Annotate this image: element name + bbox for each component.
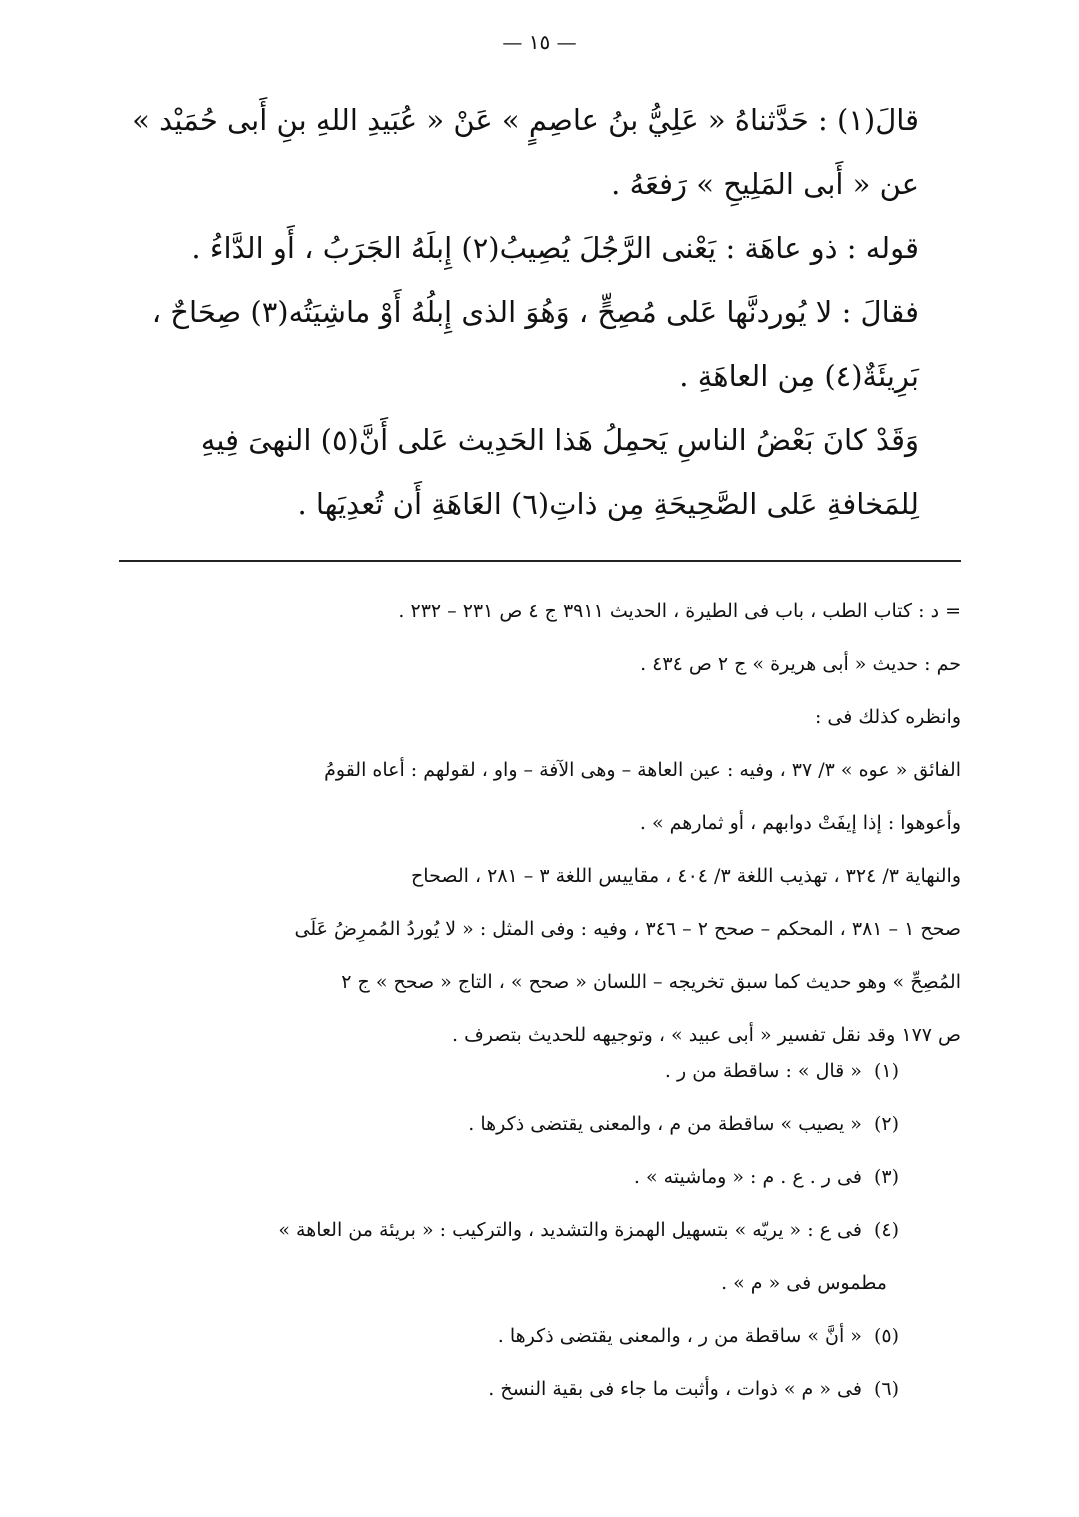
footnote-line: وأعوهوا : إذا إيفَتْ دوابهم ، أو ثمارهم » . bbox=[639, 812, 961, 834]
main-line: لِلمَخافةِ عَلى الصَّحِيحَةِ مِن ذاتِ(٦) العَاهَةِ أَن تُعدِيَها . bbox=[297, 487, 919, 521]
footnote-text: مطموس فى « م » . bbox=[721, 1272, 887, 1294]
footnote-number: (٣) bbox=[873, 1166, 899, 1188]
numbered-footnote bbox=[110, 1098, 899, 1151]
main-line: عن « أَبى المَلِيحِ » رَفعَهُ . bbox=[611, 167, 919, 201]
main-line: قالَ(١) : حَدَّثناهُ « عَلِيُّ بنُ عاصِمٍ » عَنْ « عُبَيدِ اللهِ بنِ أَبى حُمَيْد » bbox=[132, 103, 919, 137]
footnote-number: (٢) bbox=[873, 1113, 899, 1135]
footnote-line: ص ١٧٧ وقد نقل تفسير « أبى عبيد » ، وتوجيهه للحديث بتصرف . bbox=[452, 1024, 961, 1046]
numbered-footnote bbox=[110, 1045, 899, 1098]
footnote-number: (٦) bbox=[873, 1378, 899, 1400]
footnote-line: صحح ١ – ٣٨١ ، المحكم – صحح ٢ – ٣٤٦ ، وفيه : وفى المثل : « لا يُوردُ المُمرِضُ عَلَى bbox=[294, 918, 961, 940]
numbered-footnote bbox=[110, 1363, 899, 1416]
footnote-line: حم : حديث « أبى هريرة » ج ٢ ص ٤٣٤ . bbox=[640, 653, 961, 675]
footnote-text: « يصيب » ساقطة من م ، والمعنى يقتضى ذكرها . bbox=[468, 1113, 862, 1135]
footnote-divider bbox=[119, 560, 961, 562]
footnote-line: والنهاية ٣/ ٣٢٤ ، تهذيب اللغة ٣/ ٤٠٤ ، مقاييس اللغة ٣ – ٢٨١ ، الصحاح bbox=[411, 865, 961, 887]
page-number: — ١٥ — bbox=[502, 30, 577, 54]
main-line: قوله : ذو عاهَة : يَعْنى الرَّجُلَ يُصِيبُ(٢) إِبلَهُ الجَرَبُ ، أَو الدَّاءُ . bbox=[191, 231, 919, 265]
numbered-footnote bbox=[110, 1257, 899, 1310]
footnote-line: المُصِحِّ » وهو حديث كما سبق تخريجه – اللسان « صحح » ، التاج « صحح » ج ٢ bbox=[341, 971, 961, 993]
main-line: وَقَدْ كانَ بَعْضُ الناسِ يَحمِلُ هَذا الحَدِيث عَلى أَنَّ(٥) النهىَ فِيهِ bbox=[200, 423, 919, 457]
footnote-number: (١) bbox=[873, 1060, 899, 1082]
main-line: فقالَ : لا يُوردنَّها عَلى مُصِحٍّ ، وَهُوَ الذى إِبلُهُ أَوْ ماشِيَتُه(٣) صِحَاحٌ ، bbox=[151, 295, 919, 329]
main-line: بَرِيئَةٌ(٤) مِن العاهَةِ . bbox=[679, 359, 919, 393]
footnote-text: فى « م » ذوات ، وأثبت ما جاء فى بقية النسخ . bbox=[488, 1378, 862, 1400]
footnote-text: « قال » : ساقطة من ر . bbox=[664, 1060, 862, 1082]
footnote-line: الفائق « عوه » ٣/ ٣٧ ، وفيه : عين العاهة – وهى الآفة – واو ، لقولهم : أعاه القومُ bbox=[324, 759, 961, 781]
footnote-number: (٤) bbox=[873, 1219, 899, 1241]
numbered-footnote bbox=[110, 1204, 899, 1257]
footnote-text: « أنَّ » ساقطة من ر ، والمعنى يقتضى ذكرها . bbox=[497, 1325, 862, 1347]
footnote-line: وانظره كذلك فى : bbox=[814, 706, 961, 728]
numbered-footnotes bbox=[110, 1045, 899, 1416]
numbered-footnote bbox=[110, 1310, 899, 1363]
footnote-text: فى ر . ع . م : « وماشيته » . bbox=[633, 1166, 862, 1188]
main-text bbox=[120, 88, 919, 536]
footnote-number: (٥) bbox=[873, 1325, 899, 1347]
numbered-footnote bbox=[110, 1151, 899, 1204]
footnote-text: فى ع : « يريّه » بتسهيل الهمزة والتشديد ، والتركيب : « بريئة من العاهة » bbox=[278, 1219, 862, 1241]
footnote-references bbox=[110, 585, 961, 1062]
footnote-line: = د : كتاب الطب ، باب فى الطيرة ، الحديث ٣٩١١ ج ٤ ص ٢٣١ – ٢٣٢ . bbox=[398, 600, 961, 622]
